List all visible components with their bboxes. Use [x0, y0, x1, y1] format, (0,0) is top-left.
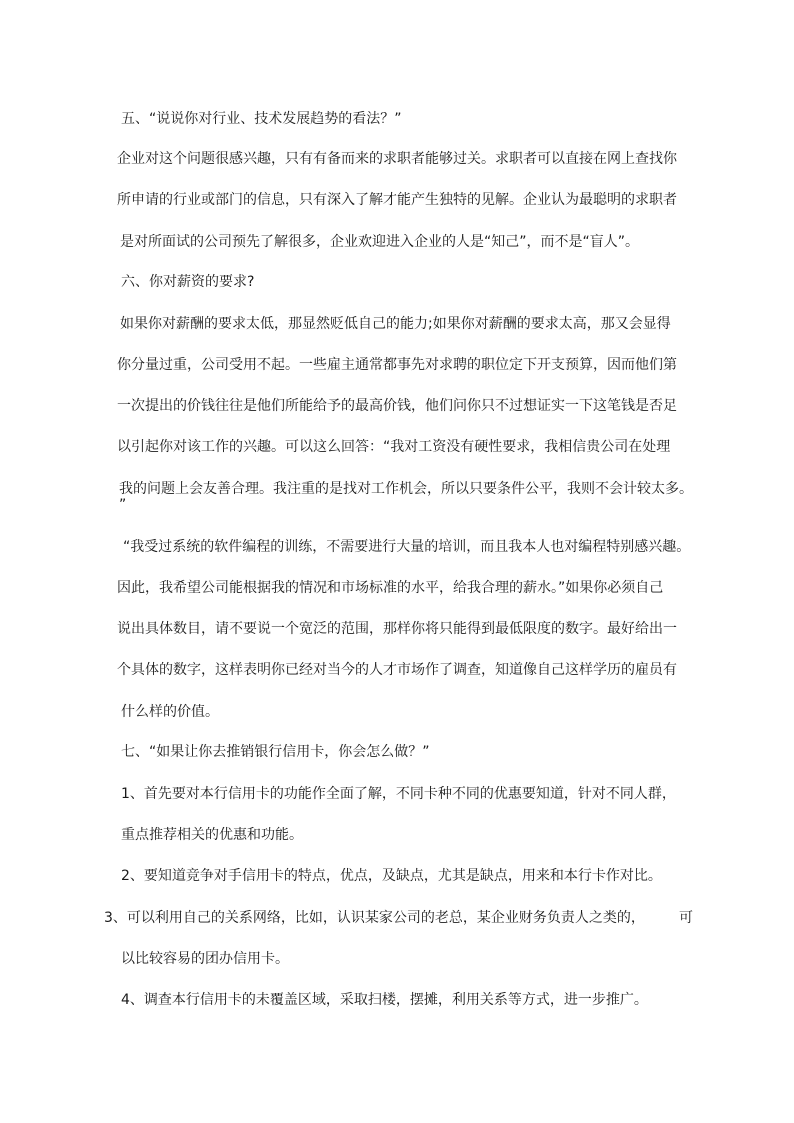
section-5-line-3: 是对所面试的公司预先了解很多，企业欢迎进入企业的人是“知己”，而不是“盲人”。: [120, 234, 640, 250]
section-5-line-1: 企业对这个问题很感兴趣，只有有备而来的求职者能够过关。求职者可以直接在网上查找你: [117, 151, 677, 167]
section-6-line-8: 因此，我希望公司能根据我的情况和市场标准的水平，给我合理的薪水。”如果你必须自己: [117, 580, 664, 596]
section-7-item-4: 4、调查本行信用卡的未覆盖区域，采取扫楼，摆摊，利用关系等方式，进一步推广。: [121, 992, 648, 1008]
section-6-line-10: 个具体的数字，这样表明你已经对当今的人才市场作了调查，知道像自己这样学历的雇员有: [117, 662, 677, 678]
section-6-line-9: 说出具体数目，请不要说一个宽泛的范围，那样你将只能得到最低限度的数字。最好给出一: [117, 621, 677, 637]
section-6-line-5: 我的问题上会友善合理。我注重的是找对工作机会，所以只要条件公平，我则不会计较太多。: [119, 481, 693, 497]
section-6-line-11: 什么样的价值。: [121, 704, 219, 720]
section-7-item-3: 3、可以利用自己的关系网络，比如，认识某家公司的老总，某企业财务负责人之类的，: [104, 910, 645, 926]
section-6-line-4: 以引起你对该工作的兴趣。可以这么回答：“我对工资没有硬性要求，我相信贵公司在处理: [117, 439, 671, 455]
section-7-item-3-trailing-char: 可: [679, 910, 693, 926]
section-6-heading: 六、你对薪资的要求?: [121, 274, 255, 290]
section-6-line-6: ”: [119, 497, 127, 513]
section-7-item-1-continued: 重点推荐相关的优惠和功能。: [121, 827, 303, 843]
section-6-line-3: 一次提出的价钱往往是他们所能给予的最高价钱，他们问你只不过想证实一下这笔钱是否足: [117, 398, 677, 414]
section-7-heading: 七、“如果让你去推销银行信用卡，你会怎么做？”: [121, 744, 430, 760]
section-7-item-3-continued: 以比较容易的团办信用卡。: [121, 951, 289, 967]
section-6-line-7: “我受过系统的软件编程的训练，不需要进行大量的培训，而且我本人也对编程特别感兴趣。: [123, 539, 691, 555]
section-6-line-2: 你分量过重，公司受用不起。一些雇主通常都事先对求聘的职位定下开支预算，因而他们第: [117, 357, 677, 373]
section-5-heading: 五、“说说你对行业、技术发展趋势的看法？”: [121, 111, 402, 127]
section-7-item-2: 2、要知道竞争对手信用卡的特点，优点，及缺点，尤其是缺点，用来和本行卡作对比。: [121, 868, 662, 884]
section-6-line-1: 如果你对薪酬的要求太低，那显然贬低自己的能力;如果你对薪酬的要求太高，那又会显得: [120, 316, 671, 332]
section-7-item-1: 1、首先要对本行信用卡的功能作全面了解，不同卡种不同的优惠要知道，针对不同人群，: [121, 786, 676, 802]
section-5-line-2: 所申请的行业或部门的信息，只有深入了解才能产生独特的见解。企业认为最聪明的求职者: [117, 192, 677, 208]
